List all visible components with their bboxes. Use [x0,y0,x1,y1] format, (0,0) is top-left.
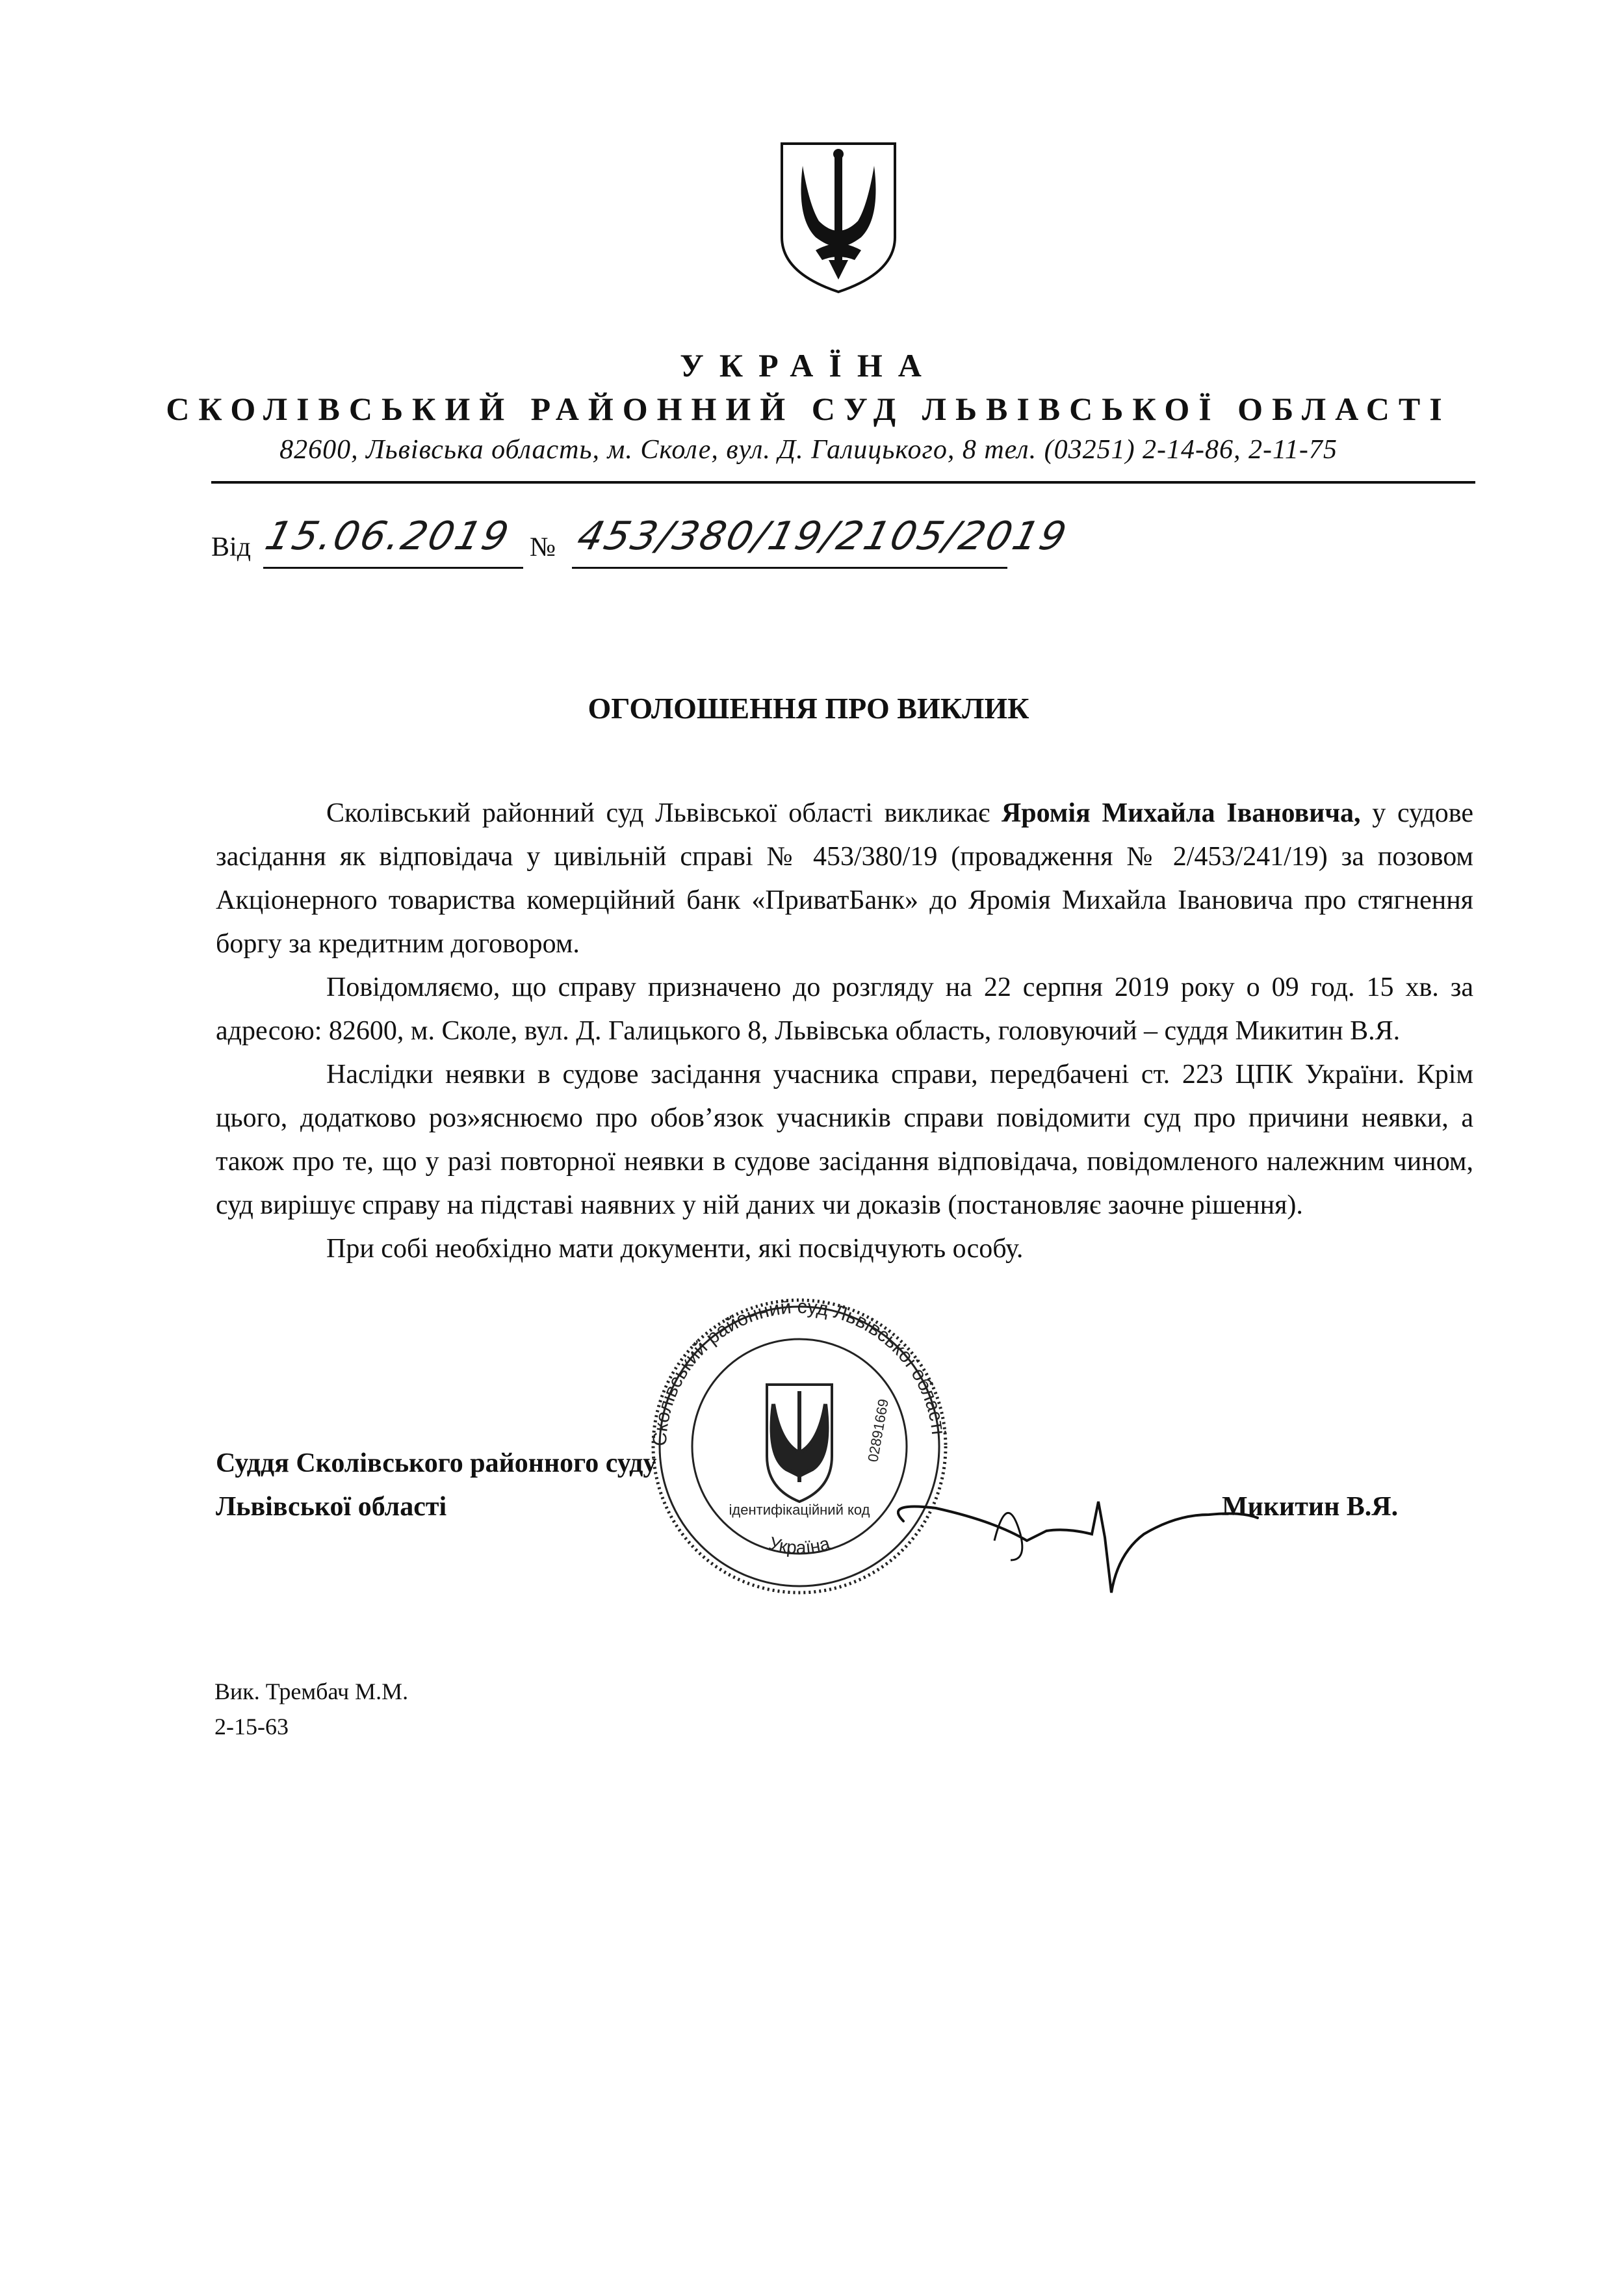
coat-of-arms-icon [777,140,900,296]
date-underline [263,567,523,569]
seal-code: 02891669 [864,1398,892,1463]
country-heading: УКРАЇНА [680,347,937,384]
court-name-heading: СКОЛІВСЬКИЙ РАЙОННИЙ СУД ЛЬВІВСЬКОЇ ОБЛАСТІ [166,391,1451,427]
handwritten-signature [897,1463,1261,1606]
judge-title-line1: Суддя Сколівського районного суду [216,1448,657,1478]
court-address: 82600, Львівська область, м. Сколе, вул. Д. Галицького, 8 тел. (03251) 2-14-86, 2-11-75 [279,435,1338,465]
paragraph-documents: При собі необхідно мати документи, які посвідчують особу. [326,1234,1024,1264]
paragraph-summons [216,792,1473,966]
judge-title-line2: Львівської області [216,1492,447,1522]
seal-court-text: Сколівський районний суд Львівської області [649,1296,950,1447]
executor-name: Вик. Трембач М.М. [214,1678,409,1704]
date-label: Від [211,532,252,562]
header-divider [211,481,1475,484]
number-underline [572,567,1007,569]
summons-details: у судове засідання як відповідача у цивільній справі № 453/380/19 (провадження № 2/453/241/19) за позовом Акціонерного товариства комерційний банк «ПриватБанк» до Яромія Михайла Івановича про стягнення боргу за кредитним договором. [216,798,1473,959]
svg-text:Україна [767,1533,833,1558]
paragraph-hearing-date: Повідомляємо, що справу призначено до розгляду на 22 серпня 2019 року о 09 год. 15 хв. за адресою: 82600, м. Сколе, вул. Д. Галицького 8, Львівська область, головуючий – суддя Микитин В.Я. [216,972,1473,1046]
judge-name: Микитин В.Я. [1222,1492,1399,1522]
summons-text: Сколівський районний суд Львівської області викликає [326,798,1002,828]
seal-code-label: ідентифікаційний код [729,1502,870,1518]
paragraph-consequences: Наслідки неявки в судове засідання учасника справи, передбачені ст. 223 ЦПК України. Крім цього, додатково роз»яснюємо про обов’язок учасників справи повідомити суд про причини неявки, а також про те, що у разі повторної неявки в судове засідання відповідача, повідомленого належним чином, суд вирішує справу на підставі наявних у ній даних чи доказів (постановляє заочне рішення). [216,1060,1473,1220]
document-title: ОГОЛОШЕННЯ ПРО ВИКЛИК [588,692,1029,725]
document-body [216,792,1473,1271]
number-label: № [530,532,556,562]
handwritten-number: 453/380/19/2105/2019 [573,514,1073,559]
handwritten-date: 15.06.2019 [261,514,515,559]
seal-country-text: Україна [766,1533,833,1558]
defendant-name: Яромія Михайла Івановича, [1001,798,1361,828]
executor-phone: 2-15-63 [214,1714,289,1740]
